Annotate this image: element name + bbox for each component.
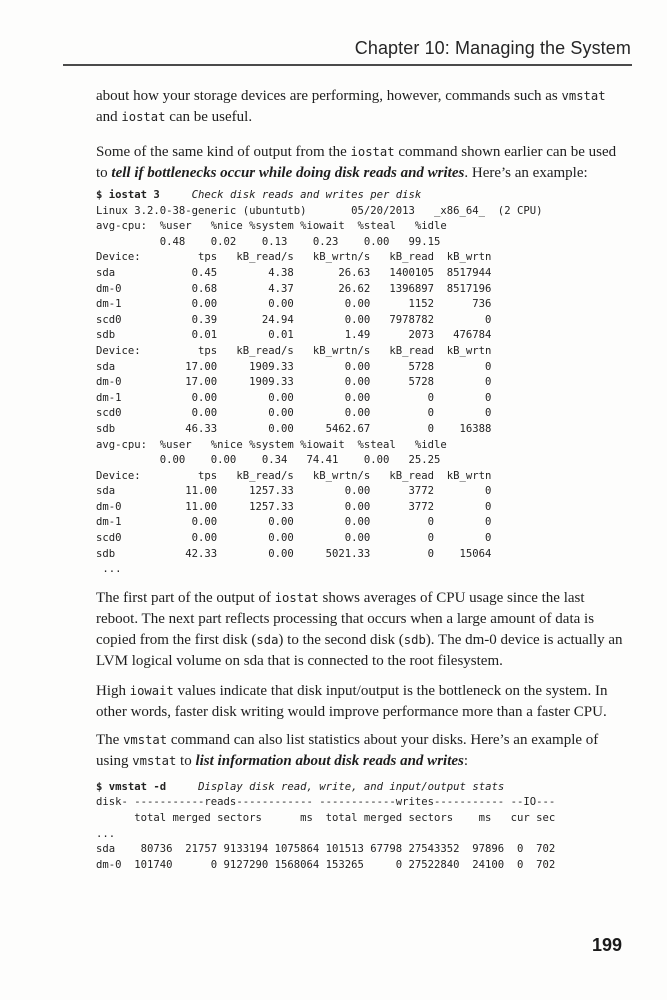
inline-code: iostat [274,590,319,605]
text-run: disk- -----------reads------------ ------------writes----------- --IO--- [96,796,556,809]
code-line [96,469,626,485]
code-line [96,453,626,469]
code-line [96,811,626,827]
text-run: total merged sectors ms total merged sectors ms cur sec [96,812,556,825]
code-line [96,235,626,251]
header-rule [63,64,632,66]
text-run: Some of the same kind of output from the [96,144,351,160]
inline-code: vmstat [561,89,606,103]
text-run: dm-0 11.00 1257.33 0.00 3772 0 [96,500,492,513]
page-number: 199 [591,935,622,955]
text-run: : [463,752,469,769]
code-line [96,795,626,811]
code-line [96,188,626,204]
text-run: dm-1 0.00 0.00 0.00 0 0 [96,516,492,529]
text-run [160,189,192,201]
terminal-output-iostat [96,188,626,578]
text-run: avg-cpu: %user %nice %system %iowait %steal %idle [96,220,447,233]
text-run: ... [96,827,116,840]
text-run: about how your storage devices are performing, however, commands such as [96,88,562,104]
text-run: sdb 46.33 0.00 5462.67 0 16388 [96,422,492,435]
command-text: $ vmstat -d [96,780,167,793]
text-run: The first part of the output of [96,589,275,606]
text-run: and [96,109,122,125]
code-line [96,422,626,438]
text-run: The [96,731,124,748]
text-run: sdb 0.01 0.01 1.49 2073 476784 [96,329,492,342]
inline-code: iostat [350,145,395,159]
code-line [96,375,626,391]
text-run: sda 80736 21757 9133194 1075864 101513 67798 27543352 97896 0 702 [96,843,556,856]
code-line [96,328,626,344]
code-line [96,344,626,360]
text-run: dm-1 0.00 0.00 0.00 0 0 [96,391,492,404]
text-run: can be useful. [165,109,253,125]
code-line [96,204,626,220]
text-run: dm-0 17.00 1909.33 0.00 5728 0 [96,376,492,389]
code-line [96,313,626,329]
text-run: dm-0 0.68 4.37 26.62 1396897 8517196 [96,282,492,295]
inline-code: vmstat [132,753,177,768]
text-run: ... [96,563,122,576]
text-run: Device: tps kB_read/s kB_wrtn/s kB_read kB_wrtn [96,469,492,482]
code-line [96,515,626,531]
page-content [96,86,626,873]
code-line [96,406,626,422]
code-line [96,297,626,313]
emphasis-text: tell if bottlenecks occur while doing disk reads and writes [111,165,465,181]
code-line [96,391,626,407]
text-run: scd0 0.39 24.94 0.00 7978782 0 [96,313,492,326]
text-run: Device: tps kB_read/s kB_wrtn/s kB_read kB_wrtn [96,251,492,264]
inline-code: sda [256,632,279,647]
inline-code: vmstat [123,732,168,747]
text-run: sda 17.00 1909.33 0.00 5728 0 [96,360,492,373]
code-line [96,219,626,235]
code-line [96,438,626,454]
text-run: command can also list statistics about your disks. Here’s an example of using [96,731,599,769]
paragraph-iostat-explanation [96,588,626,672]
code-line [96,500,626,516]
text-run: . Here’s an example: [464,165,588,181]
text-run: High [96,682,130,699]
code-line [96,780,626,796]
code-line [96,562,626,578]
code-line [96,360,626,376]
paragraph-iostat-intro [96,142,626,184]
text-run: command shown earlier can be used to [96,144,617,181]
text-run: sda 11.00 1257.33 0.00 3772 0 [96,485,492,498]
text-run: to [176,752,196,769]
comment-text: Check disk reads and writes per disk [191,189,422,201]
text-run: sda 0.45 4.38 26.63 1400105 8517944 [96,266,492,279]
code-line [96,842,626,858]
emphasis-text: list information about disk reads and writes [195,752,464,769]
text-run: Linux 3.2.0-38-generic (ubuntutb) 05/20/2013 _x86_64_ (2 CPU) [96,204,543,217]
code-line [96,547,626,563]
paragraph-intro [96,86,626,128]
text-run: values indicate that disk input/output is the bottleneck on the system. In other words, faster disk writing would improve performance more than a faster CPU. [96,682,608,720]
code-line [96,282,626,298]
text-run: 0.00 0.00 0.34 74.41 0.00 25.25 [96,454,441,467]
text-run: 0.48 0.02 0.13 0.23 0.00 99.15 [96,235,441,248]
code-line [96,827,626,843]
paragraph-vmstat-intro [96,730,626,772]
code-line [96,250,626,266]
text-run: scd0 0.00 0.00 0.00 0 0 [96,532,492,545]
text-run: avg-cpu: %user %nice %system %iowait %steal %idle [96,438,447,451]
code-line [96,484,626,500]
comment-text: Display disk read, write, and input/output stats [198,780,505,793]
code-line [96,266,626,282]
text-run: Device: tps kB_read/s kB_wrtn/s kB_read kB_wrtn [96,344,492,357]
text-run: dm-1 0.00 0.00 0.00 1152 736 [96,298,492,311]
command-text: $ iostat 3 [96,189,160,201]
text-run: scd0 0.00 0.00 0.00 0 0 [96,407,492,420]
inline-code: iowait [129,683,174,698]
text-run: dm-0 101740 0 9127290 1568064 153265 0 27522840 24100 0 702 [96,858,556,871]
text-run: ). The dm-0 device is actually an LVM logical volume on sda that is connected to the root filesystem. [96,631,623,669]
text-run: shows averages of CPU usage since the last reboot. The next part reflects processing that occurs when a large amount of data is copied from the first disk ( [96,589,595,648]
inline-code: iostat [121,110,166,124]
chapter-header: Chapter 10: Managing the System [354,38,631,58]
paragraph-iowait-note [96,681,626,723]
text-run: ) to the second disk ( [278,631,404,648]
terminal-output-vmstat [96,780,626,874]
code-line [96,858,626,874]
inline-code: sdb [403,632,426,647]
text-run: sdb 42.33 0.00 5021.33 0 15064 [96,547,492,560]
code-line [96,531,626,547]
text-run [166,781,198,793]
